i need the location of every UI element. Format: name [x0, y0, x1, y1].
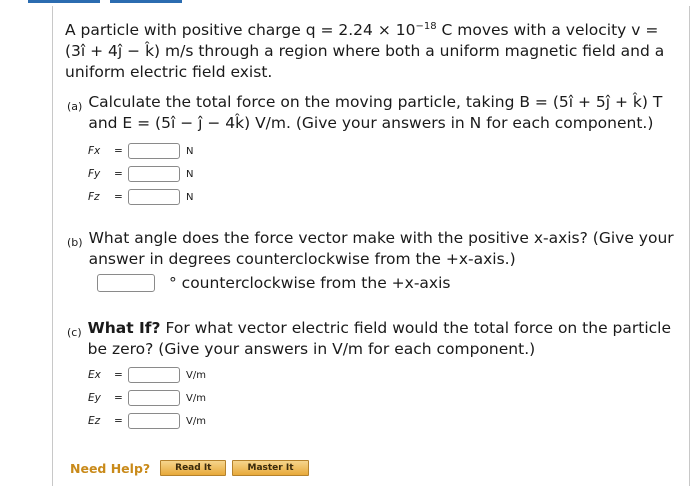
part-c-label: (c): [67, 326, 82, 339]
fx-label: Fx: [88, 145, 101, 157]
part-b: [67, 228, 677, 270]
need-help-label: Need Help?: [70, 460, 151, 476]
part-a-label: (a): [67, 100, 83, 113]
fx-row: [88, 140, 193, 162]
ex-row: [88, 364, 206, 386]
intro-text-cont: C moves with a velocity v = (3î + 4ĵ − k̂) m/s through a region where both a uniform magnetic field and a uniform electric field exist.: [65, 21, 665, 82]
ex-label: Ex: [88, 369, 101, 381]
tab-indicator: [110, 0, 182, 3]
angle-row: [97, 274, 450, 292]
what-if-heading: What If?: [87, 319, 161, 337]
master-it-button[interactable]: Master It: [232, 460, 308, 476]
equals: =: [114, 369, 123, 381]
angle-suffix: ° counterclockwise from the +x-axis: [169, 274, 451, 292]
equals: =: [114, 168, 123, 180]
ez-label: Ez: [88, 415, 101, 427]
question-frame: [52, 6, 690, 486]
part-b-label: (b): [67, 236, 83, 249]
fz-label: Fz: [88, 191, 100, 203]
intro-exponent: −18: [415, 21, 437, 32]
part-c-text: For what vector electric field would the total force on the particle be zero? (Give your answers in V/m for each component.): [87, 319, 671, 358]
intro-text: A particle with positive charge q = 2.24 × 10: [65, 21, 416, 40]
need-help-bar: [70, 460, 315, 476]
top-accent-bar: [0, 0, 700, 4]
ey-unit: V/m: [186, 392, 206, 404]
read-it-button[interactable]: Read It: [160, 460, 226, 476]
equals: =: [114, 145, 123, 157]
equals: =: [114, 415, 123, 427]
ez-input[interactable]: [128, 413, 180, 429]
fy-row: [88, 163, 193, 185]
ex-unit: V/m: [186, 369, 206, 381]
ez-unit: V/m: [186, 415, 206, 427]
fz-input[interactable]: [128, 189, 180, 205]
part-a: [67, 92, 677, 134]
ex-input[interactable]: [128, 367, 180, 383]
equals: =: [114, 392, 123, 404]
fy-input[interactable]: [128, 166, 180, 182]
ey-label: Ey: [88, 392, 101, 404]
angle-input[interactable]: [97, 274, 155, 292]
equals: =: [114, 191, 123, 203]
part-b-text: What angle does the force vector make with the positive x-axis? (Give your answer in degrees counterclockwise from the +x-axis.): [88, 229, 674, 268]
fz-row: [88, 186, 193, 208]
fx-input[interactable]: [128, 143, 180, 159]
problem-statement: [65, 16, 680, 83]
part-c-body: [88, 318, 677, 360]
ez-row: [88, 410, 206, 432]
fy-label: Fy: [88, 168, 101, 180]
fx-unit: N: [186, 145, 194, 157]
fy-unit: N: [186, 168, 194, 180]
part-c: [67, 318, 677, 360]
ey-row: [88, 387, 206, 409]
part-a-text: Calculate the total force on the moving particle, taking B = (5î + 5ĵ + k̂) T and E = (5î − ĵ − 4k̂) V/m. (Give your answers in N for each component.): [88, 93, 663, 132]
fz-unit: N: [186, 191, 194, 203]
tab-indicator: [28, 0, 100, 3]
ey-input[interactable]: [128, 390, 180, 406]
